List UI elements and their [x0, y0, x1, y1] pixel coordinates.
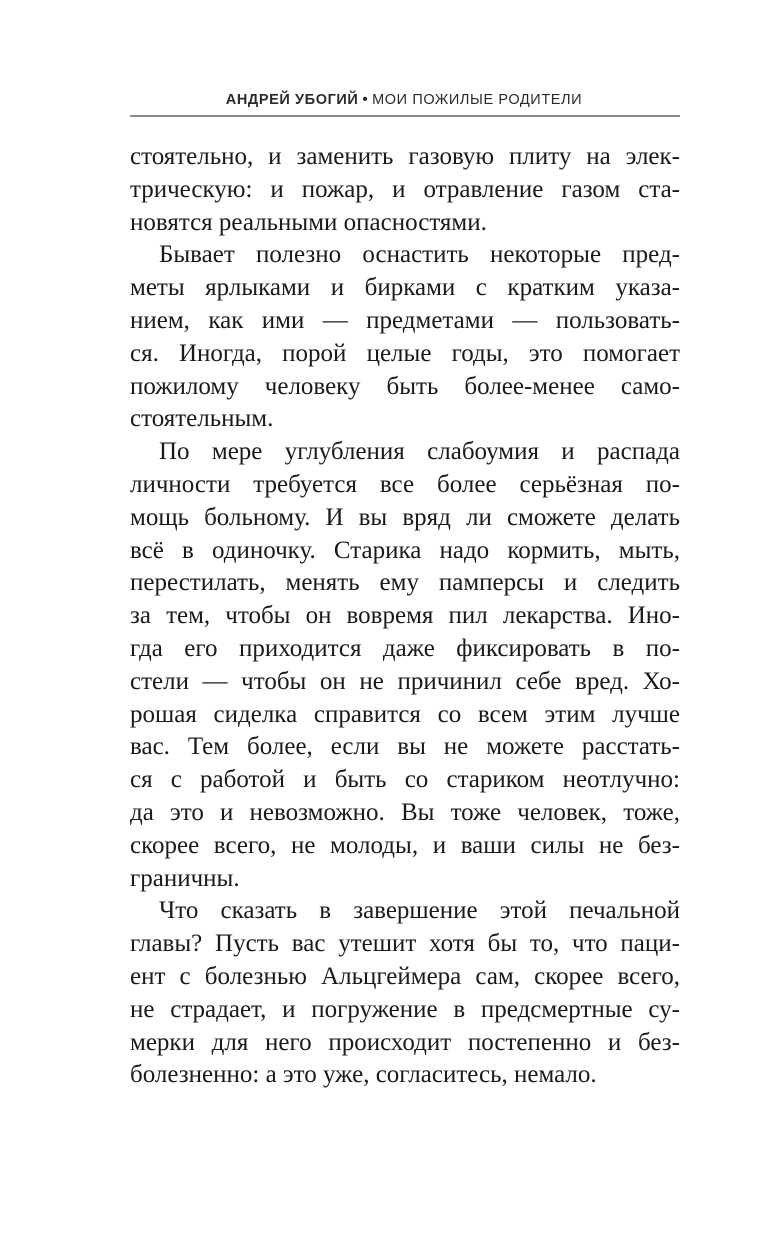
- paragraph-line: болезненно: а это уже, согласитесь, немало.: [130, 1061, 597, 1089]
- paragraph-line: стоятельным.: [130, 405, 274, 433]
- paragraph-line: да это и невозможно. Вы тоже человек, тоже,: [130, 798, 680, 826]
- header-separator: •: [362, 92, 369, 108]
- paragraph-line: ся. Иногда, порой целые годы, это помогает: [130, 339, 680, 367]
- paragraph-line: перестилать, менять ему памперсы и следить: [130, 569, 680, 597]
- header-rule: [130, 115, 680, 117]
- paragraph-line: мерки для него происходит постепенно и без-: [130, 1028, 680, 1056]
- paragraph-line: По мере углубления слабоумия и распада: [159, 438, 680, 466]
- paragraph-line: за тем, чтобы он вовремя пил лекарства. Ино-: [130, 602, 680, 630]
- paragraph-line: меты ярлыками и бирками с кратким указа-: [130, 274, 680, 302]
- paragraph-line: гда его приходится даже фиксировать в по-: [130, 634, 680, 662]
- paragraph-line: личности требуется все более серьёзная по-: [130, 470, 680, 498]
- paragraph-line: новятся реальными опасностями.: [130, 208, 487, 236]
- paragraph-line: не страдает, и погружение в предсмертные су-: [130, 995, 680, 1023]
- paragraph-line: пожилому человеку быть более-менее само-: [130, 372, 680, 400]
- paragraph-line: рошая сиделка справится со всем этим лучше: [130, 700, 680, 728]
- paragraph-line: скорее всего, не молоды, и ваши силы не без-: [130, 831, 680, 859]
- paragraph-line: Что сказать в завершение этой печальной: [159, 897, 680, 925]
- paragraph-line: стели — чтобы он не причинил себе вред. Хо-: [130, 667, 680, 695]
- header-book-title: МОИ ПОЖИЛЫЕ РОДИТЕЛИ: [372, 92, 583, 108]
- paragraph-line: вас. Тем более, если вы не можете расстать-: [130, 733, 680, 761]
- paragraph-line: ся с работой и быть со стариком неотлучно:: [130, 766, 680, 794]
- body-text: [130, 141, 680, 1092]
- paragraph-line: трическую: и пожар, и отравление газом ста-: [130, 175, 680, 203]
- paragraph-line: мощь больному. И вы вряд ли сможете делать: [130, 503, 680, 531]
- paragraph-line: ент с болезнью Альцгеймера сам, скорее всего,: [130, 962, 680, 990]
- paragraph-line: Бывает полезно оснастить некоторые пред-: [159, 241, 680, 269]
- running-header: [130, 92, 678, 108]
- header-author: АНДРЕЙ УБОГИЙ: [225, 92, 359, 108]
- paragraph-line: нием, как ими — предметами — пользовать-: [130, 306, 680, 334]
- paragraph-line: стоятельно, и заменить газовую плиту на элек-: [130, 143, 680, 170]
- paragraph-line: граничны.: [130, 864, 240, 892]
- paragraph-line: всё в одиночку. Старика надо кормить, мыть,: [130, 536, 680, 564]
- paragraph-line: главы? Пусть вас утешит хотя бы то, что паци-: [130, 930, 680, 958]
